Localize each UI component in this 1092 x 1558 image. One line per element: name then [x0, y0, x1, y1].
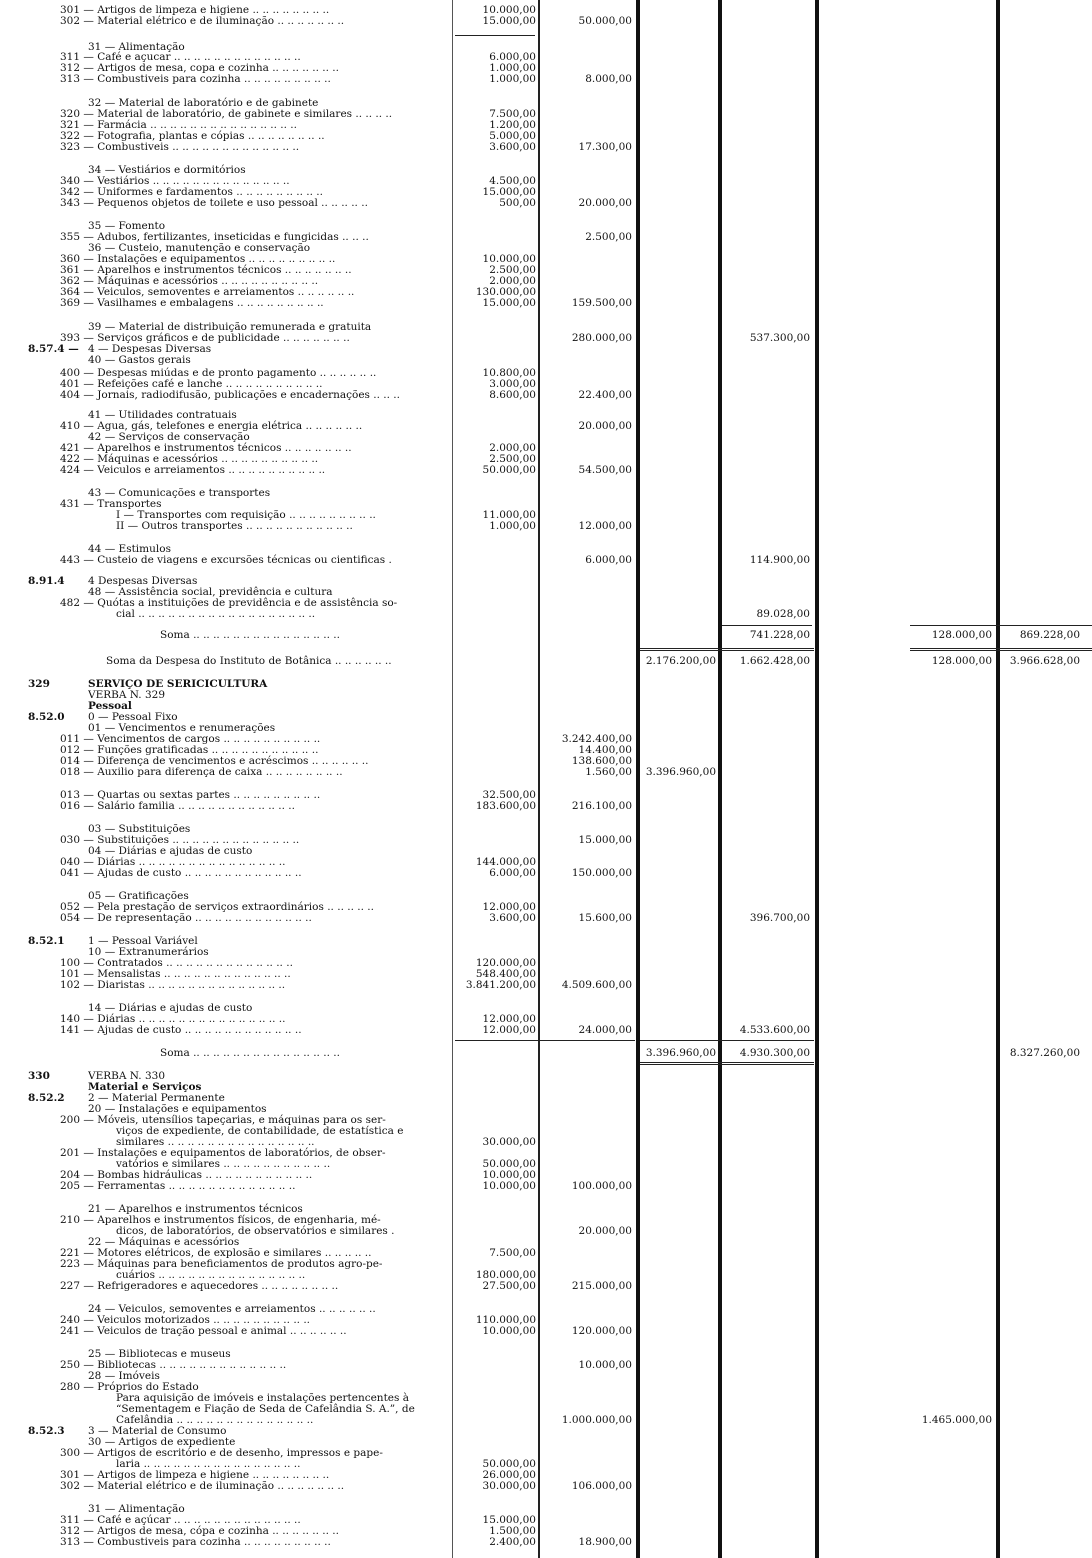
line-description: 200 — Móveis, utensílios tapeçarias, e máquinas para os ser- — [60, 1114, 386, 1126]
amount-c1: 10.000,00 — [482, 253, 536, 265]
line-description: 300 — Artigos de escritório e de desenho, impressos e pape- — [60, 1447, 383, 1459]
ledger-line — [0, 800, 1092, 812]
subtotal-rule — [455, 1040, 635, 1041]
amount-c2: 106.000,00 — [571, 1480, 632, 1492]
ledger-line — [0, 608, 1092, 620]
line-description: 018 — Auxilio para diferença de caixa .. .. .. .. .. .. .. .. — [60, 766, 343, 778]
line-description: 3 — Material de Consumo — [88, 1425, 227, 1437]
amount-c2: 15.000,00 — [578, 834, 632, 846]
amount-c1: 1.000,00 — [489, 73, 536, 85]
section-code: 329 — [28, 678, 50, 690]
amount-c1: 5.000,00 — [489, 130, 536, 142]
section-code: 8.52.1 — [28, 935, 65, 947]
line-description: Soma .. .. .. .. .. .. .. .. .. .. .. .. .. .. .. — [160, 629, 340, 641]
amount-c1: 183.600,00 — [475, 800, 536, 812]
line-description: 141 — Ajudas de custo .. .. .. .. .. .. .. .. .. .. .. .. — [60, 1024, 302, 1036]
line-description: 25 — Bibliotecas e museus — [88, 1348, 231, 1360]
line-description: 312 — Artigos de mesa, copa e cozinha .. .. .. .. .. .. .. — [60, 62, 339, 74]
amount-c1: 2.500,00 — [489, 453, 536, 465]
amount-c1: 6.000,00 — [489, 867, 536, 879]
line-description: 48 — Assistência social, previdência e cultura — [88, 586, 333, 598]
line-description: 410 — Agua, gás, telefones e energia elétrica .. .. .. .. .. .. — [60, 420, 363, 432]
line-description: 201 — Instalações e equipamentos de laboratórios, de obser- — [60, 1147, 386, 1159]
amount-c1: 15.000,00 — [482, 1514, 536, 1526]
line-description: 052 — Pela prestação de serviços extraordinários .. .. .. .. .. — [60, 901, 374, 913]
amount-c3: 2.176.200,00 — [645, 655, 716, 667]
amount-c2: 12.000,00 — [578, 520, 632, 532]
amount-c1: 11.000,00 — [482, 509, 536, 521]
line-description: 34 — Vestiários e dormitórios — [88, 164, 246, 176]
amount-c1: 12.000,00 — [482, 901, 536, 913]
ledger-line — [0, 297, 1092, 309]
line-description: Para aquisição de imóveis e instalações pertencentes à — [116, 1392, 409, 1404]
ledger-line — [0, 354, 1092, 366]
amount-c1: 10.000,00 — [482, 4, 536, 16]
line-description: 320 — Material de laboratório, de gabinete e similares .. .. .. .. — [60, 108, 393, 120]
ledger-line — [0, 73, 1092, 85]
amount-c1: 30.000,00 — [482, 1136, 536, 1148]
line-description: 28 — Imóveis — [88, 1370, 160, 1382]
line-description: 011 — Vencimentos de cargos .. .. .. .. .. .. .. .. .. .. — [60, 733, 321, 745]
amount-c1: 3.841.200,00 — [465, 979, 536, 991]
amount-c2: 20.000,00 — [578, 420, 632, 432]
line-description: 4 — Despesas Diversas — [88, 343, 212, 355]
line-description: 301 — Artigos de limpeza e higiene .. .. .. .. .. .. .. .. — [60, 1469, 330, 1481]
ledger-line — [0, 629, 1092, 641]
line-description: 102 — Diaristas .. .. .. .. .. .. .. .. .. .. .. .. .. .. — [60, 979, 286, 991]
line-description: 054 — De representação .. .. .. .. .. .. .. .. .. .. .. .. — [60, 912, 312, 924]
subtotal-rule — [722, 625, 812, 626]
ledger-line — [0, 1536, 1092, 1548]
line-description: 41 — Utilidades contratuais — [88, 409, 237, 421]
line-description: 31 — Alimentação — [88, 1503, 185, 1515]
line-description: 44 — Estimulos — [88, 543, 171, 555]
ledger-line — [0, 15, 1092, 27]
amount-c4: 741.228,00 — [749, 629, 810, 641]
line-description: Material e Serviços — [88, 1081, 202, 1093]
amount-c2: 18.900,00 — [578, 1536, 632, 1548]
amount-c1: 500,00 — [499, 197, 536, 209]
line-description: “Sementagem e Fiação de Seda de Cafelândia S. A.”, de — [116, 1403, 415, 1415]
line-description: 01 — Vencimentos e renumerações — [88, 722, 276, 734]
amount-c2: 2.500,00 — [585, 231, 632, 243]
line-description: I — Transportes com requisição .. .. .. .. .. .. .. .. .. — [116, 509, 376, 521]
line-description: 342 — Uniformes e fardamentos .. .. .. .. .. .. .. .. .. — [60, 186, 323, 198]
amount-c2: 22.400,00 — [578, 389, 632, 401]
line-description: dicos, de laboratórios, de observatórios e similares . — [116, 1225, 395, 1237]
amount-c1: 50.000,00 — [482, 464, 536, 476]
amount-c4: 4.533.600,00 — [739, 1024, 810, 1036]
line-description: 424 — Veiculos e arreiamentos .. .. .. .. .. .. .. .. .. .. — [60, 464, 326, 476]
line-description: 422 — Máquinas e acessórios .. .. .. .. .. .. .. .. .. .. — [60, 453, 319, 465]
amount-c5: 128.000,00 — [931, 655, 992, 667]
ledger-line — [0, 554, 1092, 566]
line-description: 241 — Veiculos de tração pessoal e animal .. .. .. .. .. .. — [60, 1325, 347, 1337]
amount-c6: 8.327.260,00 — [1009, 1047, 1080, 1059]
amount-c1: 15.000,00 — [482, 15, 536, 27]
ledger-line — [0, 464, 1092, 476]
line-description: 012 — Funções gratificadas .. .. .. .. .. .. .. .. .. .. .. — [60, 744, 319, 756]
amount-c2: 120.000,00 — [571, 1325, 632, 1337]
amount-c1: 30.000,00 — [482, 1480, 536, 1492]
line-description: 360 — Instalações e equipamentos .. .. .. .. .. .. .. .. .. — [60, 253, 336, 265]
line-description: 323 — Combustiveis .. .. .. .. .. .. .. .. .. .. .. .. .. — [60, 141, 300, 153]
section-code: 8.57.4 — — [28, 343, 79, 355]
line-description: 100 — Contratados .. .. .. .. .. .. .. .. .. .. .. .. .. — [60, 957, 293, 969]
line-description: 311 — Café e açúcar .. .. .. .. .. .. .. .. .. .. .. .. .. — [60, 1514, 301, 1526]
line-description: 313 — Combustiveis para cozinha .. .. .. .. .. .. .. .. .. — [60, 73, 331, 85]
line-description: laria .. .. .. .. .. .. .. .. .. .. .. .. .. .. .. .. — [116, 1458, 301, 1470]
line-description: 343 — Pequenos objetos de toilete e uso pessoal .. .. .. .. .. — [60, 197, 368, 209]
line-description: 311 — Café e açucar .. .. .. .. .. .. .. .. .. .. .. .. .. — [60, 51, 301, 63]
line-description: Pessoal — [88, 700, 132, 712]
line-description: 240 — Veiculos motorizados .. .. .. .. .. .. .. .. .. .. — [60, 1314, 311, 1326]
amount-c1: 180.000,00 — [475, 1269, 536, 1281]
line-description: 0 — Pessoal Fixo — [88, 711, 178, 723]
amount-c2: 3.242.400,00 — [561, 733, 632, 745]
amount-c1: 12.000,00 — [482, 1024, 536, 1036]
line-description: 313 — Combustiveis para cozinha .. .. .. .. .. .. .. .. .. — [60, 1536, 331, 1548]
amount-c1: 8.600,00 — [489, 389, 536, 401]
amount-c1: 15.000,00 — [482, 297, 536, 309]
amount-c2: 1.000.000,00 — [561, 1414, 632, 1426]
amount-c4: 396.700,00 — [749, 912, 810, 924]
amount-c1: 2.000,00 — [489, 442, 536, 454]
line-description: 21 — Aparelhos e instrumentos técnicos — [88, 1203, 303, 1215]
amount-c2: 159.500,00 — [571, 297, 632, 309]
line-description: 43 — Comunicações e transportes — [88, 487, 271, 499]
line-description: 393 — Serviços gráficos e de publicidade .. .. .. .. .. .. .. — [60, 332, 350, 344]
section-code: 8.52.0 — [28, 711, 65, 723]
line-description: SERVIÇO DE SERICICULTURA — [88, 678, 268, 690]
line-description: 39 — Material de distribuição remunerada e gratuita — [88, 321, 372, 333]
line-description: vatórios e similares .. .. .. .. .. .. .. .. .. .. .. — [116, 1158, 331, 1170]
amount-c1: 1.200,00 — [489, 119, 536, 131]
line-description: 204 — Bombas hidráulicas .. .. .. .. .. .. .. .. .. .. .. — [60, 1169, 313, 1181]
amount-c5: 128.000,00 — [931, 629, 992, 641]
amount-c6: 3.966.628,00 — [1009, 655, 1080, 667]
amount-c1: 10.000,00 — [482, 1169, 536, 1181]
line-description: 014 — Diferença de vencimentos e acréscimos .. .. .. .. .. .. — [60, 755, 369, 767]
line-description: 223 — Máquinas para beneficiamentos de produtos agro-pe- — [60, 1258, 383, 1270]
amount-c2: 280.000,00 — [571, 332, 632, 344]
amount-c2: 15.600,00 — [578, 912, 632, 924]
line-description: 210 — Aparelhos e instrumentos físicos, de engenharia, mé- — [60, 1214, 381, 1226]
line-description: 431 — Transportes — [60, 498, 162, 510]
ledger-line — [0, 389, 1092, 401]
ledger-line — [0, 1480, 1092, 1492]
ledger-line — [0, 766, 1092, 778]
line-description: 2 — Material Permanente — [88, 1092, 225, 1104]
line-description: VERBA N. 329 — [88, 689, 166, 701]
amount-c1: 12.000,00 — [482, 1013, 536, 1025]
line-description: 03 — Substituições — [88, 823, 191, 835]
line-description: 22 — Máquinas e acessórios — [88, 1236, 240, 1248]
line-description: 1 — Pessoal Variável — [88, 935, 198, 947]
line-description: 302 — Material elétrico e de iluminação .. .. .. .. .. .. .. — [60, 1480, 345, 1492]
line-description: 361 — Aparelhos e instrumentos técnicos .. .. .. .. .. .. .. — [60, 264, 352, 276]
amount-c1: 144.000,00 — [475, 856, 536, 868]
section-code: 8.52.3 — [28, 1425, 65, 1437]
line-description: 482 — Quótas a instituições de previdência e de assistência so- — [60, 597, 398, 609]
amount-c5: 1.465.000,00 — [921, 1414, 992, 1426]
amount-c1: 548.400,00 — [475, 968, 536, 980]
amount-c1: 3.600,00 — [489, 912, 536, 924]
line-description: 250 — Bibliotecas .. .. .. .. .. .. .. .. .. .. .. .. .. — [60, 1359, 287, 1371]
amount-c2: 17.300,00 — [578, 141, 632, 153]
line-description: 312 — Artigos de mesa, cópa e cozinha .. .. .. .. .. .. .. — [60, 1525, 339, 1537]
line-description: 404 — Jornais, radiodifusão, publicações e encadernações .. .. .. — [60, 389, 400, 401]
line-description: 400 — Despesas miúdas e de pronto pagamento .. .. .. .. .. .. — [60, 367, 377, 379]
amount-c1: 2.500,00 — [489, 264, 536, 276]
amount-c1: 10.800,00 — [482, 367, 536, 379]
amount-c1: 1.500,00 — [489, 1525, 536, 1537]
line-description: 013 — Quartas ou sextas partes .. .. .. .. .. .. .. .. .. — [60, 789, 321, 801]
amount-c1: 10.000,00 — [482, 1325, 536, 1337]
line-description: similares .. .. .. .. .. .. .. .. .. .. .. .. .. .. .. — [116, 1136, 315, 1148]
line-description: 322 — Fotografia, plantas e cópias .. .. .. .. .. .. .. .. — [60, 130, 325, 142]
amount-c2: 100.000,00 — [571, 1180, 632, 1192]
amount-c1: 4.500,00 — [489, 175, 536, 187]
amount-c2: 20.000,00 — [578, 197, 632, 209]
amount-c1: 120.000,00 — [475, 957, 536, 969]
amount-c4: 4.930.300,00 — [739, 1047, 810, 1059]
amount-c2: 8.000,00 — [585, 73, 632, 85]
amount-c2: 50.000,00 — [578, 15, 632, 27]
amount-c2: 150.000,00 — [571, 867, 632, 879]
amount-c2: 54.500,00 — [578, 464, 632, 476]
amount-c3: 3.396.960,00 — [645, 1047, 716, 1059]
line-description: 302 — Material elétrico e de iluminação .. .. .. .. .. .. .. — [60, 15, 345, 27]
line-description: 041 — Ajudas de custo .. .. .. .. .. .. .. .. .. .. .. .. — [60, 867, 302, 879]
amount-c1: 7.500,00 — [489, 108, 536, 120]
amount-c1: 110.000,00 — [475, 1314, 536, 1326]
line-description: 32 — Material de laboratório e de gabinete — [88, 97, 319, 109]
amount-c2: 6.000,00 — [585, 554, 632, 566]
line-description: 369 — Vasilhames e embalagens .. .. .. .. .. .. .. .. .. — [60, 297, 324, 309]
line-description: 362 — Máquinas e acessórios .. .. .. .. .. .. .. .. .. .. — [60, 275, 319, 287]
amount-c4: 1.662.428,00 — [739, 655, 810, 667]
line-description: 42 — Serviços de conservação — [88, 431, 250, 443]
ledger-line — [0, 520, 1092, 532]
amount-c1: 7.500,00 — [489, 1247, 536, 1259]
line-description: 030 — Substituições .. .. .. .. .. .. .. .. .. .. .. .. .. — [60, 834, 300, 846]
line-description: 443 — Custeio de viagens e excursões técnicas ou cientificas . — [60, 554, 392, 566]
subtotal-rule — [640, 1040, 814, 1041]
line-description: Soma .. .. .. .. .. .. .. .. .. .. .. .. .. .. .. — [160, 1047, 340, 1059]
line-description: 36 — Custeio, manutenção e conservação — [88, 242, 311, 254]
amount-c1: 130.000,00 — [475, 286, 536, 298]
amount-c1: 1.000,00 — [489, 520, 536, 532]
amount-c6: 869.228,00 — [1019, 629, 1080, 641]
line-description: 10 — Extranumerários — [88, 946, 209, 958]
amount-c2: 20.000,00 — [578, 1225, 632, 1237]
line-description: 227 — Refrigeradores e aquecedores .. .. .. .. .. .. .. .. — [60, 1280, 339, 1292]
line-description: 4 Despesas Diversas — [88, 575, 198, 587]
amount-c2: 216.100,00 — [571, 800, 632, 812]
line-description: 40 — Gastos gerais — [88, 354, 191, 366]
amount-c1: 3.000,00 — [489, 378, 536, 390]
ledger-line — [0, 1180, 1092, 1192]
amount-c1: 26.000,00 — [482, 1469, 536, 1481]
line-description: 140 — Diárias .. .. .. .. .. .. .. .. .. .. .. .. .. .. .. — [60, 1013, 286, 1025]
amount-c2: 24.000,00 — [578, 1024, 632, 1036]
amount-c4: 114.900,00 — [749, 554, 810, 566]
amount-c1: 10.000,00 — [482, 1180, 536, 1192]
amount-c2: 4.509.600,00 — [561, 979, 632, 991]
ledger-line — [0, 1280, 1092, 1292]
line-description: 24 — Veiculos, semoventes e arreiamentos .. .. .. .. .. .. — [88, 1303, 376, 1315]
ledger-line — [0, 141, 1092, 153]
amount-c2: 215.000,00 — [571, 1280, 632, 1292]
ledger-line — [0, 1047, 1092, 1059]
line-description: 280 — Próprios do Estado — [60, 1381, 199, 1393]
subtotal-rule — [910, 648, 1092, 651]
line-description: 040 — Diárias .. .. .. .. .. .. .. .. .. .. .. .. .. .. .. — [60, 856, 286, 868]
subtotal-rule — [910, 625, 1092, 626]
line-description: 364 — Veiculos, semoventes e arreiamentos .. .. .. .. .. .. — [60, 286, 355, 298]
line-description: 321 — Farmácia .. .. .. .. .. .. .. .. .. .. .. .. .. .. .. — [60, 119, 297, 131]
line-description: cial .. .. .. .. .. .. .. .. .. .. .. .. .. .. .. .. .. .. — [116, 608, 316, 620]
line-description: VERBA N. 330 — [88, 1070, 166, 1082]
ledger-line — [0, 867, 1092, 879]
amount-c1: 50.000,00 — [482, 1158, 536, 1170]
line-description: 340 — Vestiários .. .. .. .. .. .. .. .. .. .. .. .. .. .. — [60, 175, 290, 187]
amount-c1: 27.500,00 — [482, 1280, 536, 1292]
line-description: 31 — Alimentação — [88, 41, 185, 53]
amount-c1: 2.000,00 — [489, 275, 536, 287]
ledger-line — [0, 197, 1092, 209]
amount-c2: 138.600,00 — [571, 755, 632, 767]
amount-c1: 6.000,00 — [489, 51, 536, 63]
line-description: 30 — Artigos de expediente — [88, 1436, 236, 1448]
ledger-line — [0, 1325, 1092, 1337]
line-description: cuários .. .. .. .. .. .. .. .. .. .. .. .. .. .. .. — [116, 1269, 306, 1281]
line-description: 301 — Artigos de limpeza e higiene .. .. .. .. .. .. .. .. — [60, 4, 330, 16]
line-description: 04 — Diárias e ajudas de custo — [88, 845, 253, 857]
section-code: 330 — [28, 1070, 50, 1082]
amount-c4: 537.300,00 — [749, 332, 810, 344]
subtotal-rule — [640, 648, 814, 651]
line-description: Cafelândia .. .. .. .. .. .. .. .. .. .. .. .. .. .. — [116, 1414, 314, 1426]
line-description: Soma da Despesa do Instituto de Botânica .. .. .. .. .. .. — [106, 655, 392, 667]
amount-c1: 15.000,00 — [482, 186, 536, 198]
line-description: 016 — Salário familia .. .. .. .. .. .. .. .. .. .. .. .. — [60, 800, 295, 812]
amount-c1: 50.000,00 — [482, 1458, 536, 1470]
line-description: 14 — Diárias e ajudas de custo — [88, 1002, 253, 1014]
amount-c1: 3.600,00 — [489, 141, 536, 153]
section-code: 8.52.2 — [28, 1092, 65, 1104]
subtotal-rule — [640, 1062, 814, 1065]
amount-c1: 2.400,00 — [489, 1536, 536, 1548]
line-description: viços de expediente, de contabilidade, de estatística e — [116, 1125, 404, 1137]
line-description: 401 — Refeições café e lanche .. .. .. .. .. .. .. .. .. .. — [60, 378, 323, 390]
line-description: II — Outros transportes .. .. .. .. .. .. .. .. .. .. .. — [116, 520, 353, 532]
amount-c3: 3.396.960,00 — [645, 766, 716, 778]
line-description: 20 — Instalações e equipamentos — [88, 1103, 267, 1115]
subtotal-rule — [455, 35, 535, 36]
line-description: 05 — Gratificações — [88, 890, 189, 902]
line-description: 221 — Motores elétricos, de explosão e similares .. .. .. .. .. — [60, 1247, 372, 1259]
line-description: 205 — Ferramentas .. .. .. .. .. .. .. .. .. .. .. .. .. — [60, 1180, 296, 1192]
amount-c2: 1.560,00 — [585, 766, 632, 778]
section-code: 8.91.4 — [28, 575, 65, 587]
ledger-line — [0, 979, 1092, 991]
line-description: 101 — Mensalistas .. .. .. .. .. .. .. .. .. .. .. .. .. — [60, 968, 291, 980]
amount-c2: 14.400,00 — [578, 744, 632, 756]
ledger-line — [0, 1024, 1092, 1036]
amount-c1: 32.500,00 — [482, 789, 536, 801]
ledger-line — [0, 655, 1092, 667]
ledger-line — [0, 912, 1092, 924]
line-description: 421 — Aparelhos e instrumentos técnicos .. .. .. .. .. .. .. — [60, 442, 352, 454]
line-description: 355 — Adubos, fertilizantes, inseticidas e fungicidas .. .. .. — [60, 231, 369, 243]
amount-c2: 10.000,00 — [578, 1359, 632, 1371]
amount-c1: 1.000,00 — [489, 62, 536, 74]
amount-c4: 89.028,00 — [756, 608, 810, 620]
line-description: 35 — Fomento — [88, 220, 166, 232]
